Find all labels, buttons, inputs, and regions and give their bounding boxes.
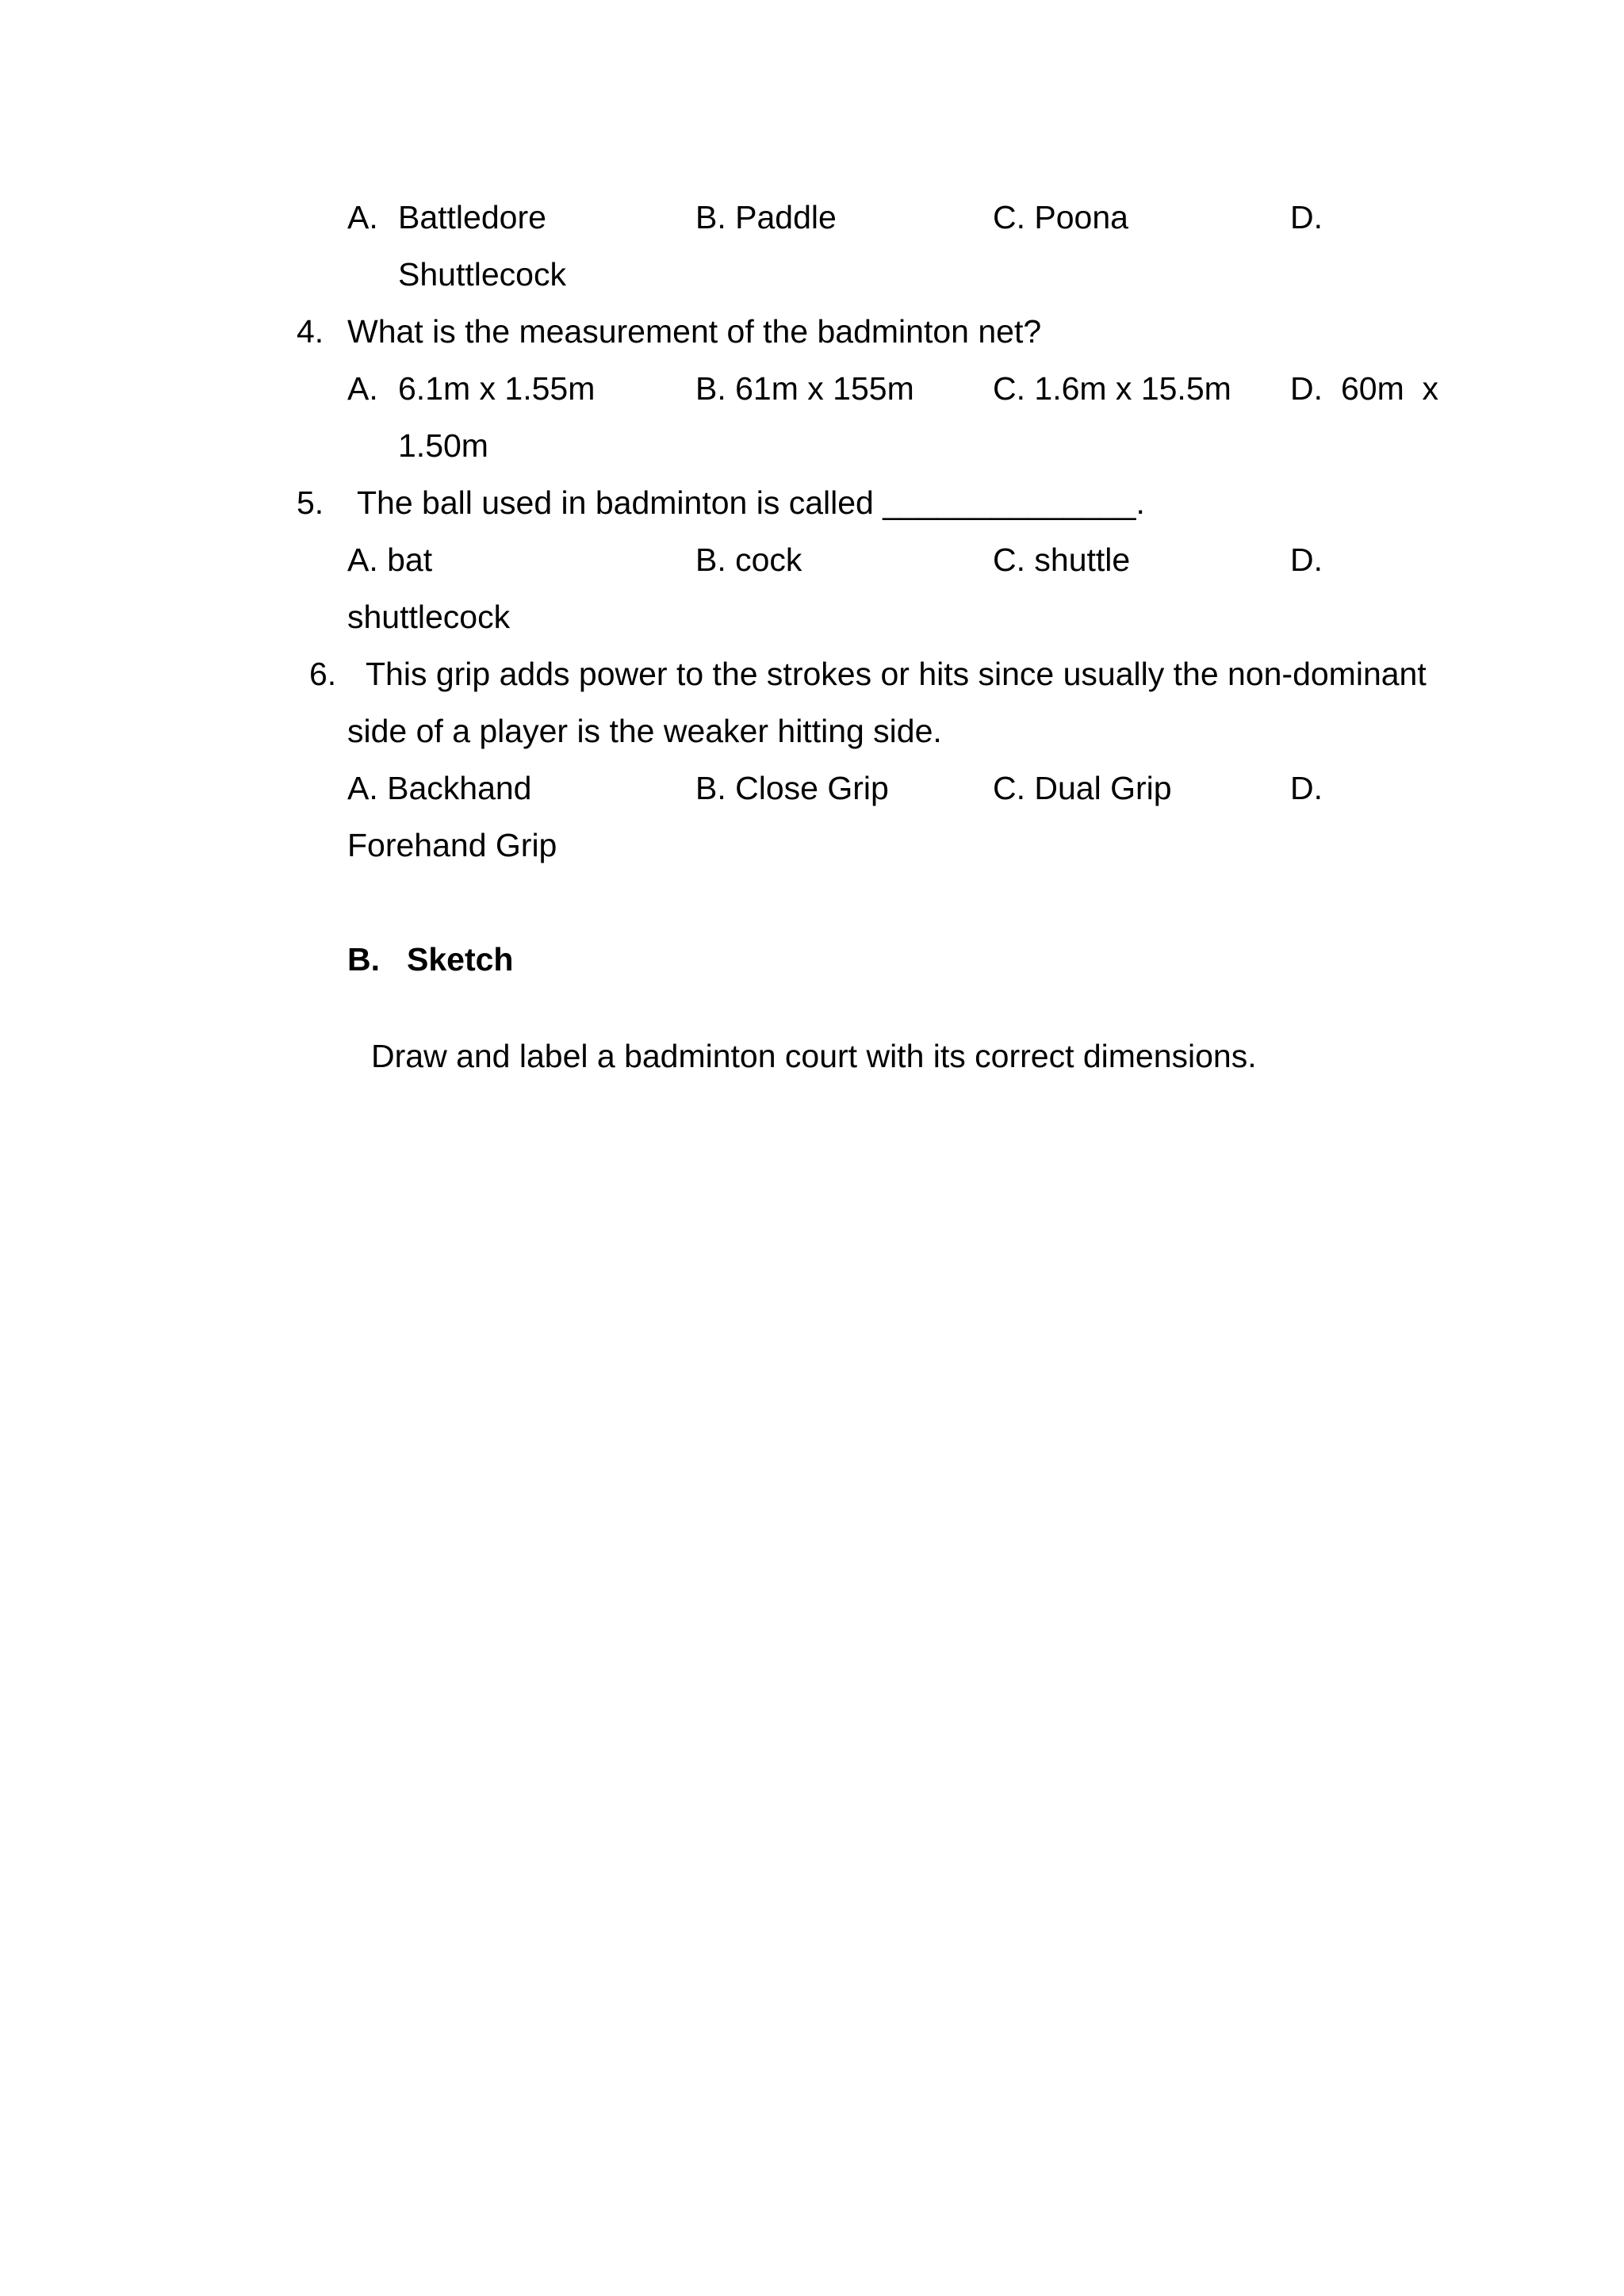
q6-option-d-letter: D. xyxy=(1290,770,1323,806)
q4-option-a-text: 6.1m x 1.55m xyxy=(398,370,596,407)
q3-option-d-letter: D. xyxy=(1290,199,1323,235)
q4-number: 4. xyxy=(297,313,324,350)
section-b-label: B. xyxy=(347,941,380,978)
q5-number: 5. xyxy=(297,484,324,521)
q4-option-d-text: 60m x xyxy=(1341,370,1439,407)
q5-option-b: B. cock xyxy=(695,541,802,578)
q6-number: 6. xyxy=(309,656,337,692)
q3-option-d-text: Shuttlecock xyxy=(398,256,566,293)
q4-option-d-text-continued: 1.50m xyxy=(398,427,488,464)
q4-option-b: B. 61m x 155m xyxy=(695,370,914,407)
q6-option-b: B. Close Grip xyxy=(695,770,889,806)
q5-option-d-text: shuttlecock xyxy=(347,599,511,635)
q6-option-c: C. Dual Grip xyxy=(993,770,1172,806)
q6-question-text-line-2: side of a player is the weaker hitting side. xyxy=(347,713,942,749)
q5-option-a: A. bat xyxy=(347,541,433,578)
q4-option-d-letter: D. xyxy=(1290,370,1323,407)
q4-question-text: What is the measurement of the badminton net? xyxy=(347,313,1042,350)
q3-option-a-text: Battledore xyxy=(398,199,546,235)
section-b-title: Sketch xyxy=(407,941,514,978)
q5-option-d-letter: D. xyxy=(1290,541,1323,578)
q4-option-a-letter: A. xyxy=(347,370,378,407)
q5-option-c: C. shuttle xyxy=(993,541,1131,578)
q5-question-text: The ball used in badminton is called ______________. xyxy=(357,484,1145,521)
q4-option-c: C. 1.6m x 15.5m xyxy=(993,370,1231,407)
q3-option-b: B. Paddle xyxy=(695,199,837,235)
q3-option-c: C. Poona xyxy=(993,199,1128,235)
q6-question-text-line-1: This grip adds power to the strokes or hits since usually the non-dominant xyxy=(366,656,1427,692)
q6-option-d-text: Forehand Grip xyxy=(347,827,557,863)
q3-option-a-letter: A. xyxy=(347,199,378,235)
q6-option-a: A. Backhand xyxy=(347,770,532,806)
section-b-instruction: Draw and label a badminton court with its correct dimensions. xyxy=(371,1038,1257,1074)
